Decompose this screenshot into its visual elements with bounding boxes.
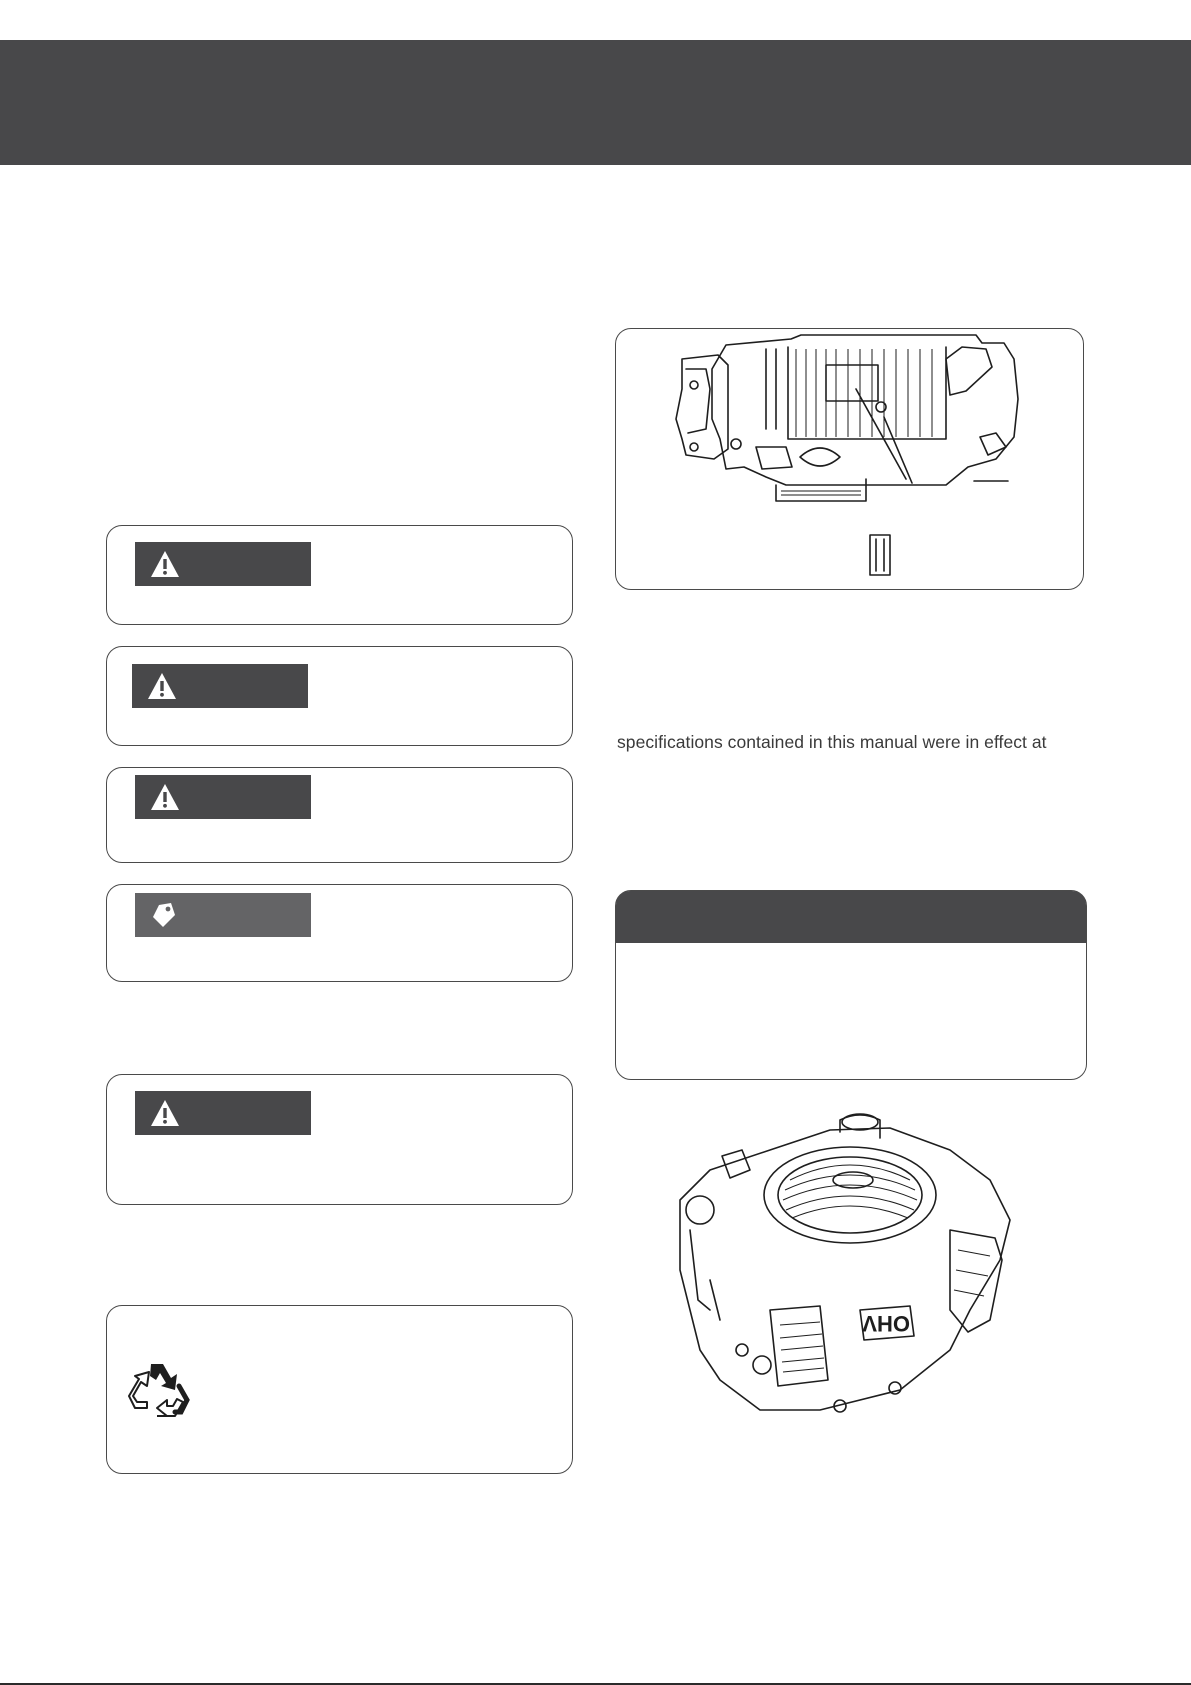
warning-label-bar (135, 1091, 311, 1135)
warning-triangle-icon (146, 671, 178, 701)
warning-triangle-icon (149, 782, 181, 812)
warning-box-3 (106, 767, 573, 863)
warning-box-2 (106, 646, 573, 746)
notice-label-bar (135, 893, 311, 937)
warning-label-bar (135, 775, 311, 819)
warning-box-4 (106, 1074, 573, 1205)
warning-label-bar (135, 542, 311, 586)
info-box-header (616, 891, 1086, 943)
recycle-box (106, 1305, 573, 1474)
engine-side-diagram-box (615, 328, 1084, 590)
info-box (615, 890, 1087, 1080)
warning-label-bar (132, 664, 308, 708)
engine-side-diagram (616, 329, 1085, 591)
warning-box-1 (106, 525, 573, 625)
engine-illustration (650, 1110, 1070, 1440)
warning-triangle-icon (149, 549, 181, 579)
svg-text:OHV: OHV (862, 1311, 910, 1336)
tag-icon (149, 899, 179, 931)
body-text-line: specifications contained in this manual were in effect at (617, 732, 1047, 752)
recycle-icon (123, 1356, 193, 1427)
warning-triangle-icon (149, 1098, 181, 1128)
notice-box (106, 884, 573, 982)
header-band (0, 40, 1191, 165)
